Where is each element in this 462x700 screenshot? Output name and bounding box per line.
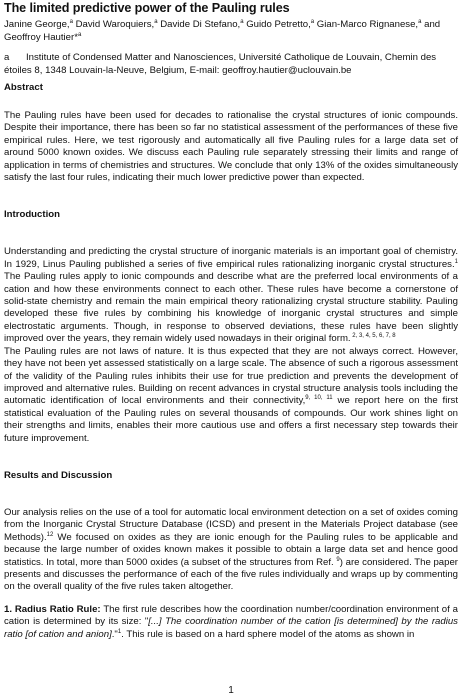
author: Janine George,$^a$ (4, 19, 73, 30)
abstract-heading: Abstract (4, 82, 43, 93)
affiliation (4, 52, 458, 77)
paper-title: The limited predictive power of the Pauling rules (4, 1, 290, 15)
page-number: 1 (228, 685, 234, 696)
results-heading: Results and Discussion (4, 469, 113, 481)
affiliation-mark: a (4, 52, 10, 63)
author: Gian-Marco Rignanese,$^a$ (316, 19, 422, 30)
rule1-title: 1. Radius Ratio Rule: (4, 603, 101, 615)
affiliation-text: Institute of Condensed Matter and Nanosciences, Université Catholique de Louvain, Chemin des étoiles 8, 1348 Louvain-la-Neuve, Belgium, E-mail: geoffroy.hautier@uclouvain.be (4, 52, 437, 76)
introduction-paragraph-1: Understanding and predicting the crystal structure of inorganic materials is an important goal of chemistry. In 1929, Linus Pauling published a series of five empirical rules rationalizing inorganic crystal structures.$^1$ The Pauling rules apply to ionic compounds and describe what are the preferred local environments of a cation and how these environments connect to each other. These rules have become a cornerstone of solid-state chemistry and remain the main empirical theory rationalizing crystal structure stability. Pauling developed these five rules by combining his knowledge of inorganic crystal structures and simple electrostatic arguments. Though, in response to observed deviations, these rules have been slightly improved over the years, they remain widely used nowadays in their original form. $^{2, 3, 4, 5, 6, 7, 8}$ (4, 246, 458, 345)
introduction-paragraph-2: The Pauling rules are not laws of nature. It is thus expected that they are not always correct. However, they have not been yet assessed statistically on a large scale. The absence of such a rigorous assessment of the validity of the Pauling rules inhibits their use for true prediction and prevents the development of improved and alternative rules. Building on recent advances in crystal structure analysis tools including the automatic identification of local environments and their connectivity,$^{9, 10, 11}$ we report here on the first statistical evaluation of the Pauling rules on several thousands of compounds. Our work shines light on their strengths and limits, enables their more cautious use and offers a first necessary step towards their future improvement. (4, 345, 458, 444)
abstract-text: The Pauling rules have been used for decades to rationalise the crystal structures of ionic compounds. Despite their importance, there has been so far no statistical assessment of the performances of these five empirical rules. Here, we test rigorously and automatically all five Pauling rules for a large data set of around 5000 known oxides. We discuss each Pauling rule separately stressing their limits and range of application in terms of chemistries and structures. We conclude that only 13% of the oxides simultaneously satisfy the last four rules, indicating their much lower predictive power than expected. (4, 110, 458, 184)
author: Davide Di Stefano,$^a$ (160, 19, 244, 30)
introduction-heading: Introduction (4, 209, 60, 221)
author: and Geoffroy Hautier*$^a$ (4, 19, 441, 43)
author-list (4, 19, 458, 44)
rule1-paragraph: 1. Radius Ratio Rule: The first rule describes how the coordination number/coordination environment of a cation is determined by its size: "[...] The coordination number of the cation [is determined] by the radius ratio [of cation and anion]."$^1$. This rule is based on a hard sphere model of the atoms as shown in (4, 603, 458, 640)
author: Guido Petretto,$^a$ (246, 19, 315, 30)
author: David Waroquiers,$^a$ (75, 19, 158, 30)
rule1-quote: [...] The coordination number of the cation [is determined] by the radius ratio [of cation and anion] (4, 616, 458, 640)
results-paragraph-1: Our analysis relies on the use of a tool for automatic local environment detection on a set of oxides coming from the Inorganic Crystal Structure Database (ICSD) and present in the Materials Project database (see Methods).$^{12}$ We focused on oxides as they are ionic enough for the Pauling rules to be applicable and because the large number of oxides known makes it possible to obtain a large data set and hence good statistics. In total, more than 5000 oxides (a subset of the structures from Ref. $^9$) are considered. The paper presents and discusses the performance of each of the five rules individually and wraps up by commenting on the overall quality of the five rules taken altogether. (4, 506, 459, 593)
